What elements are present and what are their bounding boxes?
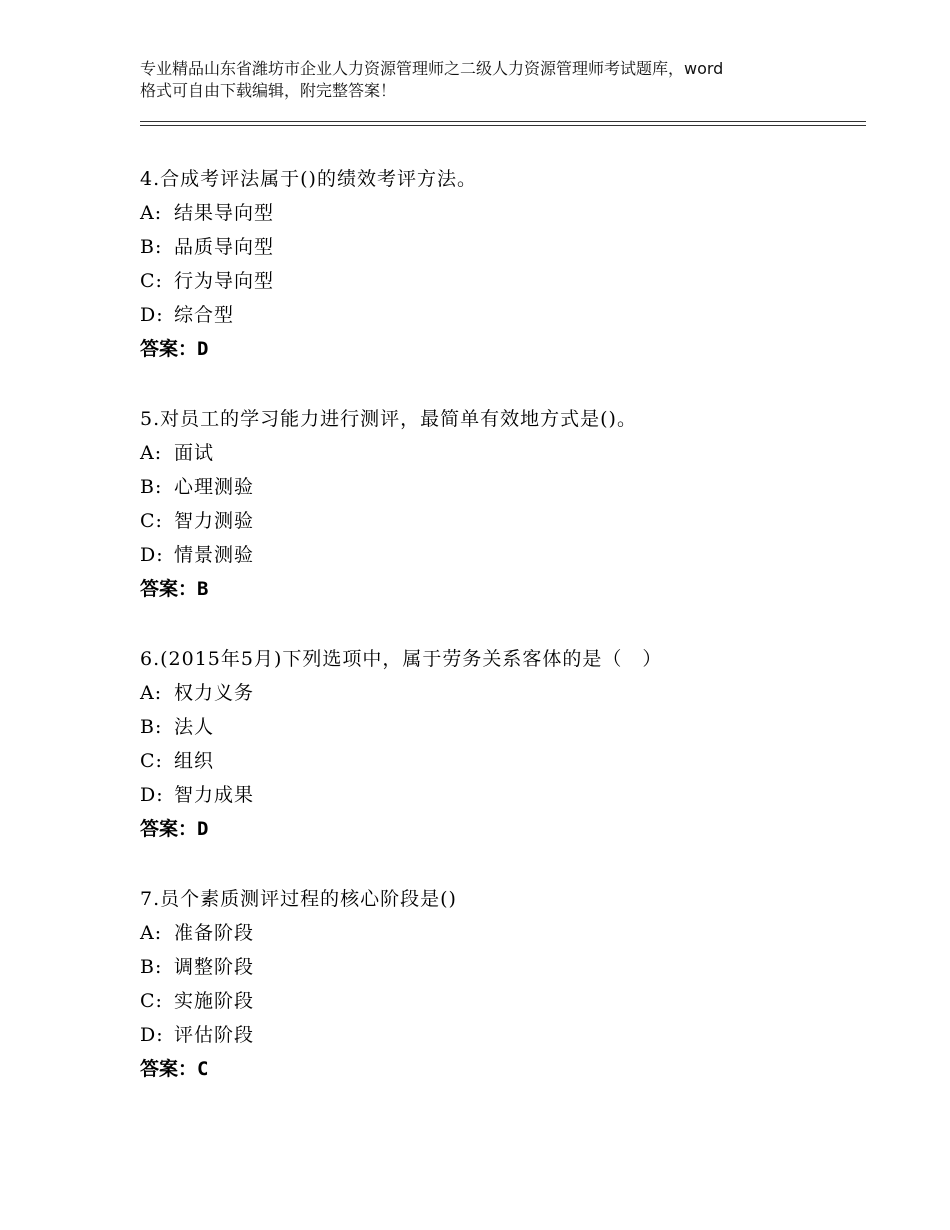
option-text: 情景测验 [174, 544, 255, 566]
option-letter: D: [140, 1024, 164, 1046]
answer-label: 答案： [140, 818, 198, 840]
question-stem: 4.合成考评法属于()的绩效考评方法。 [140, 168, 477, 190]
option-b [140, 230, 860, 264]
question-7 [140, 882, 860, 1086]
option-text: 品质导向型 [174, 236, 275, 258]
option-letter: B: [140, 716, 163, 738]
question-5 [140, 402, 860, 606]
option-text: 评估阶段 [174, 1024, 255, 1046]
option-letter: D: [140, 544, 164, 566]
option-text: 智力成果 [174, 784, 255, 806]
answer-line [140, 1052, 860, 1086]
option-d [140, 298, 860, 332]
answer-label: 答案： [140, 338, 198, 360]
answer-value: D [197, 338, 209, 360]
option-text: 行为导向型 [174, 270, 275, 292]
option-text: 实施阶段 [174, 990, 255, 1012]
option-a [140, 436, 860, 470]
option-a [140, 916, 860, 950]
option-text: 心理测验 [174, 476, 255, 498]
answer-label: 答案： [140, 578, 198, 600]
question-stem: 7.员个素质测评过程的核心阶段是() [140, 888, 457, 910]
answer-value: C [197, 1058, 209, 1080]
option-a [140, 196, 860, 230]
option-b [140, 470, 860, 504]
option-d [140, 1018, 860, 1052]
option-c [140, 264, 860, 298]
question-stem: 6.(2015年5月)下列选项中，属于劳务关系客体的是（ ） [140, 648, 663, 670]
option-text: 法人 [174, 716, 215, 738]
option-b [140, 710, 860, 744]
option-letter: A: [140, 202, 163, 224]
option-letter: C: [140, 270, 163, 292]
option-text: 结果导向型 [174, 202, 275, 224]
option-text: 组织 [174, 750, 215, 772]
option-letter: B: [140, 476, 163, 498]
question-6 [140, 642, 860, 846]
option-b [140, 950, 860, 984]
option-letter: D: [140, 784, 164, 806]
question-stem: 5.对员工的学习能力进行测评，最简单有效地方式是()。 [140, 408, 637, 430]
option-text: 面试 [174, 442, 215, 464]
answer-value: D [197, 818, 209, 840]
header-rule-bottom [140, 125, 866, 126]
answer-line [140, 332, 860, 366]
option-letter: A: [140, 922, 163, 944]
header-rule-top [140, 121, 866, 122]
option-text: 智力测验 [174, 510, 255, 532]
option-letter: B: [140, 956, 163, 978]
option-c [140, 984, 860, 1018]
answer-line [140, 572, 860, 606]
option-letter: D: [140, 304, 164, 326]
option-letter: C: [140, 750, 163, 772]
option-text: 准备阶段 [174, 922, 255, 944]
option-text: 调整阶段 [174, 956, 255, 978]
option-text: 综合型 [174, 304, 235, 326]
option-letter: A: [140, 442, 163, 464]
option-letter: C: [140, 990, 163, 1012]
answer-value: B [197, 578, 209, 600]
option-text: 权力义务 [174, 682, 255, 704]
option-letter: A: [140, 682, 163, 704]
question-4 [140, 162, 860, 366]
option-c [140, 504, 860, 538]
document-header [140, 58, 840, 102]
answer-line [140, 812, 860, 846]
option-d [140, 538, 860, 572]
option-letter: B: [140, 236, 163, 258]
header-title-line-1: 专业精品山东省潍坊市企业人力资源管理师之二级人力资源管理师考试题库，word [140, 59, 724, 78]
option-d [140, 778, 860, 812]
answer-label: 答案： [140, 1058, 198, 1080]
header-title-line-2: 格式可自由下载编辑，附完整答案！ [140, 81, 397, 100]
option-letter: C: [140, 510, 163, 532]
option-c [140, 744, 860, 778]
question-list [140, 162, 860, 1122]
option-a [140, 676, 860, 710]
